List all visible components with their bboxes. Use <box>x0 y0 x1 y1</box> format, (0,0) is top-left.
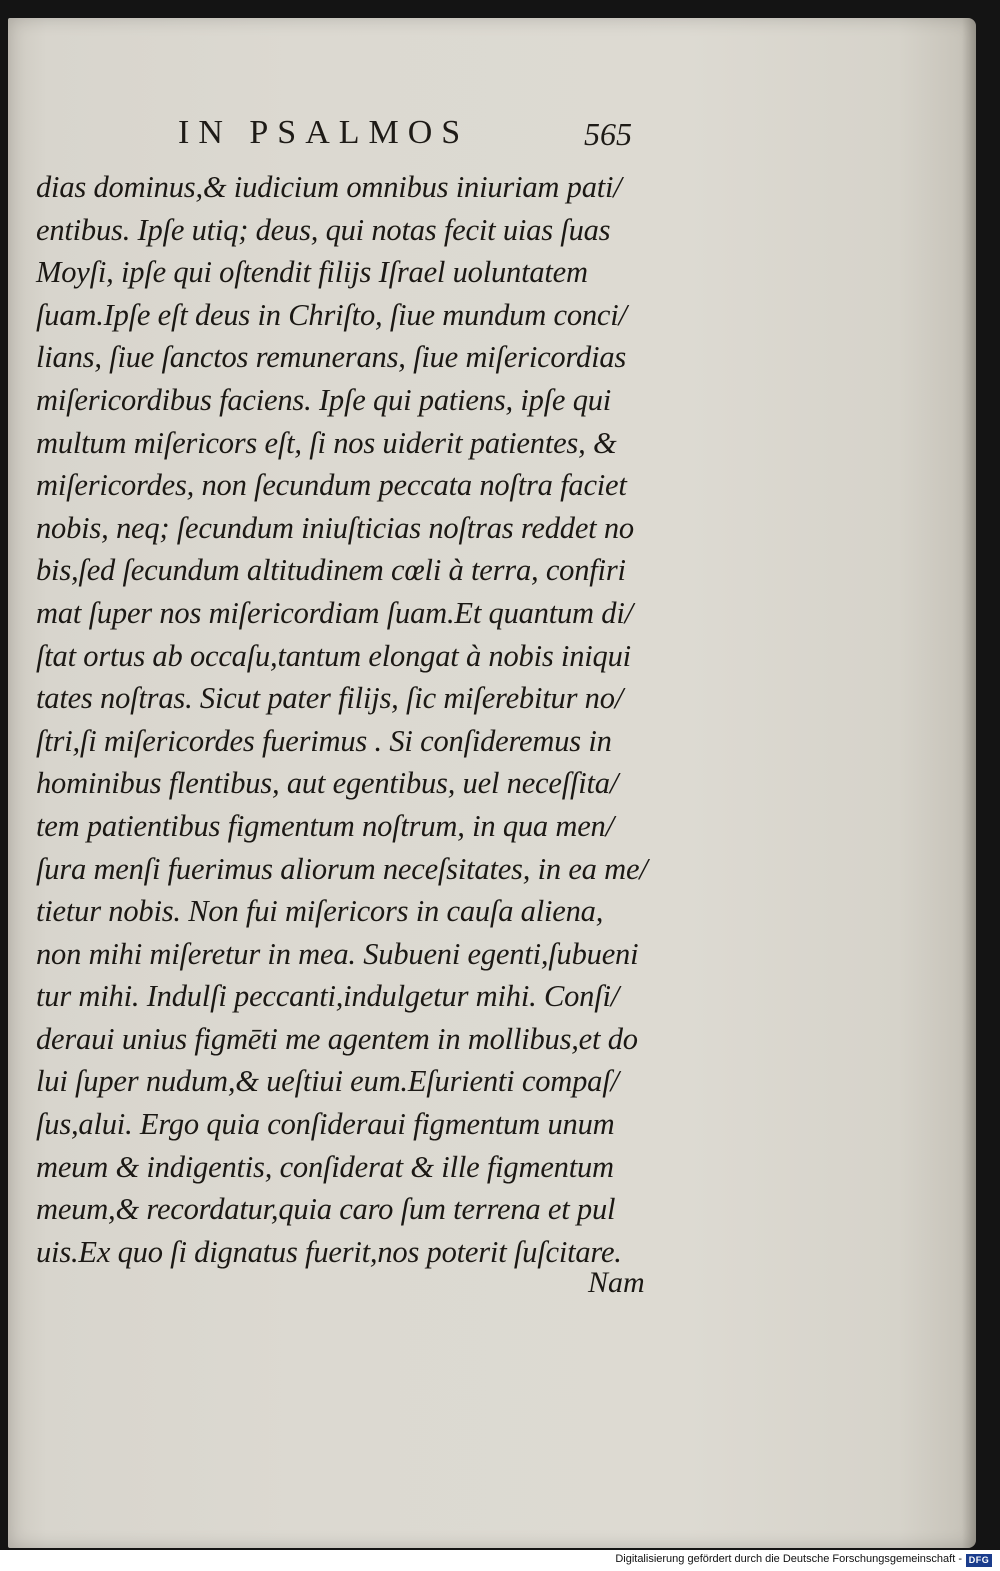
text-line: ſuam.Ipſe eſt deus in Chriſto, ſiue mundum conci/ <box>36 297 627 332</box>
text-line: non mihi miſeretur in mea. Subueni egenti,ſubueni <box>36 936 639 971</box>
text-line: mat ſuper nos miſericordiam ſuam.Et quantum di/ <box>36 595 633 630</box>
text-line: meum,& recordatur,quia caro ſum terrena et pul <box>36 1192 616 1227</box>
text-line: tur mihi. Indulſi peccanti,indulgetur mihi. Conſi/ <box>36 979 620 1014</box>
text-line: miſericordibus faciens. Ipſe qui patiens, ipſe qui <box>36 382 612 417</box>
text-line: ſtat ortus ab occaſu,tantum elongat à nobis iniqui <box>36 638 631 673</box>
footer-bar <box>0 1550 1000 1571</box>
catchword: Nam <box>588 1266 645 1299</box>
text-line: deraui unius figmēti me agentem in mollibus,et do <box>36 1021 638 1056</box>
text-line: ſura menſi fuerimus aliorum neceſsitates, in ea me/ <box>36 851 648 886</box>
text-line: hominibus flentibus, aut egentibus, uel neceſſita/ <box>36 766 619 801</box>
text-line: tates noſtras. Sicut pater filijs, ſic miſerebitur no/ <box>36 681 624 716</box>
text-line: dias dominus,& iudicium omnibus iniuriam pati/ <box>36 170 622 204</box>
text-line: entibus. Ipſe utiq; deus, qui notas fecit uias ſuas <box>36 212 611 247</box>
text-line: meum & indigentis, conſiderat & ille figmentum <box>36 1149 614 1184</box>
page-edge-shadow <box>962 18 976 1548</box>
text-line: lui ſuper nudum,& ueſtiui eum.Eſurienti compaſ/ <box>36 1064 619 1099</box>
text-line: ſtri,ſi miſericordes fuerimus . Si conſideremus in <box>36 723 612 758</box>
text-line: tem patientibus figmentum noſtrum, in qua men/ <box>36 808 614 843</box>
text-line: bis,ſed ſecundum altitudinem cœli à terra, confiri <box>36 553 626 588</box>
text-line: multum miſericors eſt, ſi nos uiderit patientes, & <box>36 425 617 460</box>
digitization-credit: Digitalisierung gefördert durch die Deutsche Forschungsgemeinschaft - <box>615 1553 962 1565</box>
text-line: nobis, neq; ſecundum iniuſticias noſtras reddet no <box>36 510 634 545</box>
folio-number: 565 <box>584 116 632 152</box>
book-page <box>8 18 976 1548</box>
dfg-logo: DFG <box>966 1554 992 1567</box>
text-line: miſericordes, non ſecundum peccata noſtra faciet <box>36 468 627 503</box>
text-block <box>36 166 676 1273</box>
text-line: ſus,alui. Ergo quia conſideraui figmentum unum <box>36 1107 615 1142</box>
running-head: IN PSALMOS <box>178 114 470 151</box>
text-line: tietur nobis. Non fui miſericors in cauſa aliena, <box>36 894 604 929</box>
text-line: Moyſi, ipſe qui oſtendit filijs Iſrael uoluntatem <box>36 255 588 290</box>
text-line: uis.Ex quo ſi dignatus fuerit,nos poterit ſuſcitare. <box>36 1234 622 1269</box>
text-line: lians, ſiue ſanctos remunerans, ſiue miſericordias <box>36 340 627 375</box>
